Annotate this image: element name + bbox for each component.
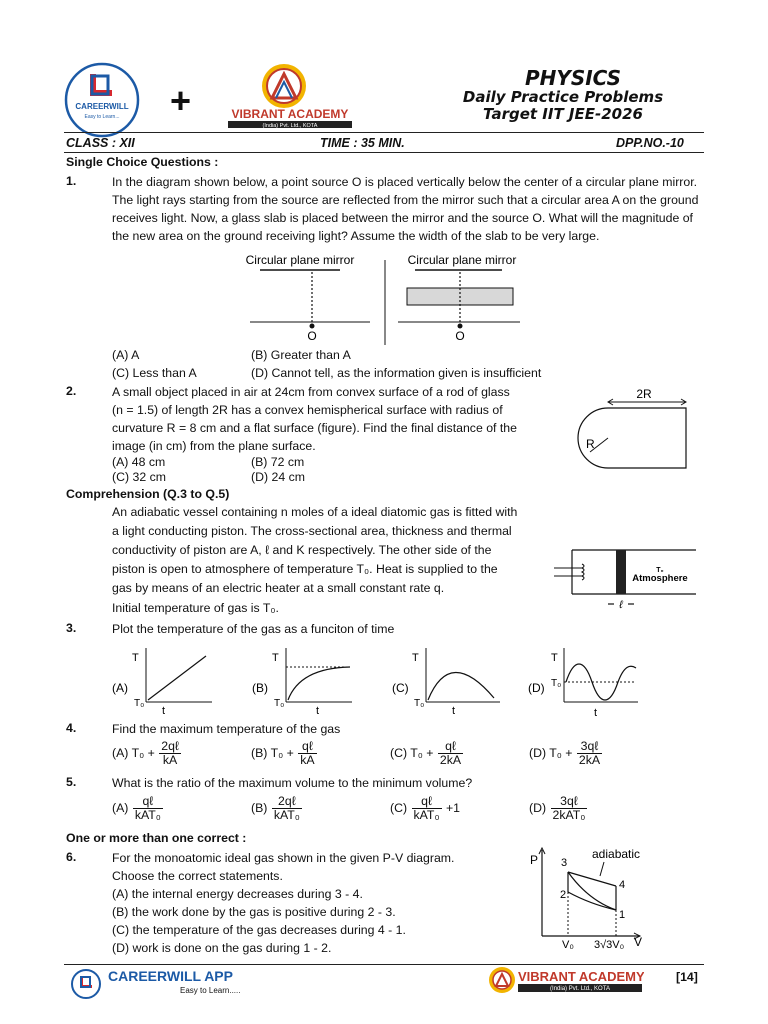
page-number: [14]	[676, 970, 698, 984]
q1-line: the new area on the ground receiving light? Assume the width of the slab to be very large.	[112, 229, 600, 243]
section-single-choice: Single Choice Questions :	[66, 155, 219, 169]
vibrant-academy-logo	[226, 60, 356, 130]
q5-option-d	[529, 795, 588, 822]
pv-v0-label: V₀	[562, 939, 574, 951]
q5-numerator: 3qℓ	[551, 795, 588, 809]
source-label-right: O	[455, 329, 465, 343]
header-rule-top	[64, 132, 704, 133]
q6-line: (C) the temperature of the gas decreases during 4 - 1.	[112, 923, 406, 937]
q4-option-label: (C) T₀ +	[390, 745, 434, 760]
footer-vibrant-text: VIBRANT ACADEMY	[518, 969, 644, 984]
careerwill-app-logo	[70, 968, 102, 1000]
comprehension-line: Initial temperature of gas is T₀.	[112, 601, 279, 615]
q6-line: (A) the internal energy decreases during 3 - 4.	[112, 887, 363, 901]
q2-option-c: (C) 32 cm	[112, 470, 166, 484]
plus-sign: +	[170, 80, 192, 121]
pv-point-3: 3	[561, 857, 568, 869]
pv-point-1: 1	[619, 909, 626, 921]
piston-thickness-label: ℓ	[619, 599, 623, 611]
q1-line: receives light. Now, a glass slab is placed between the mirror and the source O. What will the magnitude of	[112, 211, 693, 225]
q5-option-label: (B)	[251, 800, 268, 815]
careerwill-logo-text: CAREERWILL	[75, 102, 129, 111]
q4-option-label: (A) T₀ +	[112, 745, 155, 760]
q4-text: Find the maximum temperature of the gas	[112, 722, 341, 736]
q4-option-label: (D) T₀ +	[529, 745, 573, 760]
subject-title: PHYSICS	[524, 66, 622, 90]
axis-t0-label: T₀	[414, 698, 425, 709]
mirror-label-left: Circular plane mirror	[245, 253, 355, 267]
q1-number: 1.	[66, 174, 77, 188]
q4-numerator: qℓ	[438, 740, 463, 754]
q3-option-c: (C)	[392, 681, 409, 695]
careerwill-logo-tag: Easy to Learn...	[84, 114, 120, 120]
q4-denominator: kA	[162, 753, 178, 767]
q3-graphs	[108, 644, 648, 720]
axis-time-label: t	[594, 707, 598, 719]
q4-option-a	[112, 740, 182, 767]
q1-option-c: (C) Less than A	[112, 366, 197, 380]
comprehension-line: An adiabatic vessel containing n moles of a ideal diatomic gas is fitted with	[112, 505, 518, 519]
q5-suffix: +1	[445, 800, 461, 815]
source-label-left: O	[307, 329, 317, 343]
q1-option-b: (B) Greater than A	[251, 348, 351, 362]
q4-option-d	[529, 740, 603, 767]
target-title: Target IIT JEE-2026	[483, 105, 643, 123]
axis-t-label: T	[272, 652, 279, 664]
q5-denominator: kAT₀	[413, 808, 440, 822]
axis-t0-label: T₀	[274, 698, 285, 709]
q1-line: The light rays starting from the source are reflected from the mirror such that a circular area A on the ground	[112, 193, 699, 207]
q4-option-b	[251, 740, 318, 767]
q6-number: 6.	[66, 850, 77, 864]
q3-text: Plot the temperature of the gas as a funciton of time	[112, 622, 395, 636]
axis-t0-label: T₀	[134, 698, 145, 709]
comprehension-title: Comprehension (Q.3 to Q.5)	[66, 487, 230, 501]
q5-number: 5.	[66, 775, 77, 789]
comprehension-line: piston is open to atmosphere of temperature T₀. Heat is supplied to the	[112, 562, 498, 576]
piston-t0-label: T₀	[656, 567, 664, 574]
pv-axis-v: V	[634, 935, 643, 949]
q2-number: 2.	[66, 384, 77, 398]
q4-number: 4.	[66, 721, 77, 735]
class-label: CLASS : XII	[66, 136, 135, 150]
comprehension-line: a light conducting piston. The cross-sectional area, thickness and thermal	[112, 524, 512, 538]
pv-axis-p: P	[530, 853, 539, 867]
piston-figure	[552, 542, 698, 612]
q4-numerator: 3qℓ	[577, 740, 602, 754]
q5-option-c	[390, 795, 460, 822]
q1-line: In the diagram shown below, a point source O is placed vertically below the center of a circular plane mirror.	[112, 175, 698, 189]
q5-option-label: (A)	[112, 800, 129, 815]
dpp-label: DPP.NO.-10	[616, 136, 684, 150]
q1-option-d: (D) Cannot tell, as the information given is insufficient	[251, 366, 542, 380]
q5-numerator: qℓ	[412, 795, 442, 809]
q6-line: (B) the work done by the gas is positive during 2 - 3.	[112, 905, 396, 919]
q2-option-a: (A) 48 cm	[112, 455, 166, 469]
q1-mirror-figure	[240, 250, 530, 345]
q4-denominator: 2kA	[578, 753, 601, 767]
q6-line: (D) work is done on the gas during 1 - 2.	[112, 941, 332, 955]
axis-time-label: t	[452, 705, 456, 717]
q4-denominator: 2kA	[439, 753, 462, 767]
comprehension-line: gas by means of an electric heater at a small constant rate q.	[112, 581, 445, 595]
axis-t-label: T	[132, 652, 139, 664]
vibrant-logo-tag: (India) Pvt. Ltd., KOTA	[262, 123, 318, 129]
careerwill-logo	[64, 62, 140, 138]
q2-rod-figure	[568, 384, 692, 472]
section-multiple-correct: One or more than one correct :	[66, 831, 247, 845]
q4-numerator: 2qℓ	[161, 739, 179, 753]
footer-app-name: CAREERWILL APP	[108, 968, 233, 984]
vibrant-logo-text: VIBRANT ACADEMY	[231, 107, 349, 121]
pv-point-2: 2	[560, 889, 567, 901]
q2-line: image (in cm) from the plane surface.	[112, 439, 316, 453]
atmosphere-label: Atmosphere	[632, 573, 688, 584]
axis-time-label: t	[316, 705, 320, 717]
q5-option-label: (C)	[390, 800, 408, 815]
comprehension-line: conductivity of piston are A, ℓ and K respectively. The other side of the	[112, 543, 492, 557]
subtitle: Daily Practice Problems	[462, 88, 664, 106]
q2-option-b: (B) 72 cm	[251, 455, 305, 469]
radius-label: R	[586, 437, 595, 451]
q2-line: curvature R = 8 cm and a flat surface (figure). Find the final distance of the	[112, 421, 517, 435]
rod-length-label: 2R	[636, 387, 652, 401]
q5-option-label: (D)	[529, 800, 547, 815]
q5-text: What is the ratio of the maximum volume to the minimum volume?	[112, 776, 473, 790]
q5-option-b	[251, 795, 303, 822]
q4-option-c	[390, 740, 464, 767]
q6-line: For the monoatomic ideal gas shown in the given P-V diagram.	[112, 851, 455, 865]
pv-3v0-label: 3√3V₀	[594, 939, 625, 951]
footer-vibrant-tag: (India) Pvt. Ltd., KOTA	[550, 986, 610, 992]
q2-line: (n = 1.5) of length 2R has a convex hemispherical surface with radius of	[112, 403, 503, 417]
q5-denominator: kAT₀	[273, 808, 300, 822]
q5-denominator: 2kAT₀	[552, 808, 586, 822]
axis-time-label: t	[162, 705, 166, 717]
q3-number: 3.	[66, 621, 77, 635]
q5-denominator: kAT₀	[134, 808, 161, 822]
q6-line: Choose the correct statements.	[112, 869, 283, 883]
q5-numerator: 2qℓ	[272, 795, 302, 809]
header-rule-bottom	[64, 152, 704, 153]
q4-option-label: (B) T₀ +	[251, 745, 294, 760]
q4-denominator: kA	[300, 753, 315, 767]
q3-option-d: (D)	[528, 681, 545, 695]
footer-vibrant-logo	[484, 964, 644, 996]
q2-option-d: (D) 24 cm	[251, 470, 305, 484]
mirror-label-right: Circular plane mirror	[407, 253, 517, 267]
axis-t-label: T	[412, 652, 419, 664]
q2-line: A small object placed in air at 24cm from convex surface of a rod of glass	[112, 385, 510, 399]
q5-numerator: qℓ	[133, 795, 163, 809]
pv-diagram	[528, 842, 668, 954]
axis-t-label: T	[551, 652, 558, 664]
adiabatic-label: adiabatic	[592, 847, 641, 861]
q5-option-a	[112, 795, 164, 822]
footer-app-tag: Easy to Learn.....	[180, 986, 241, 995]
q3-option-a: (A)	[112, 681, 128, 695]
q1-option-a: (A) A	[112, 348, 140, 362]
q4-numerator: qℓ	[298, 740, 316, 754]
q3-option-b: (B)	[252, 681, 268, 695]
axis-t0-label: T₀	[551, 678, 562, 689]
pv-point-4: 4	[619, 879, 626, 891]
time-label: TIME : 35 MIN.	[320, 136, 405, 150]
